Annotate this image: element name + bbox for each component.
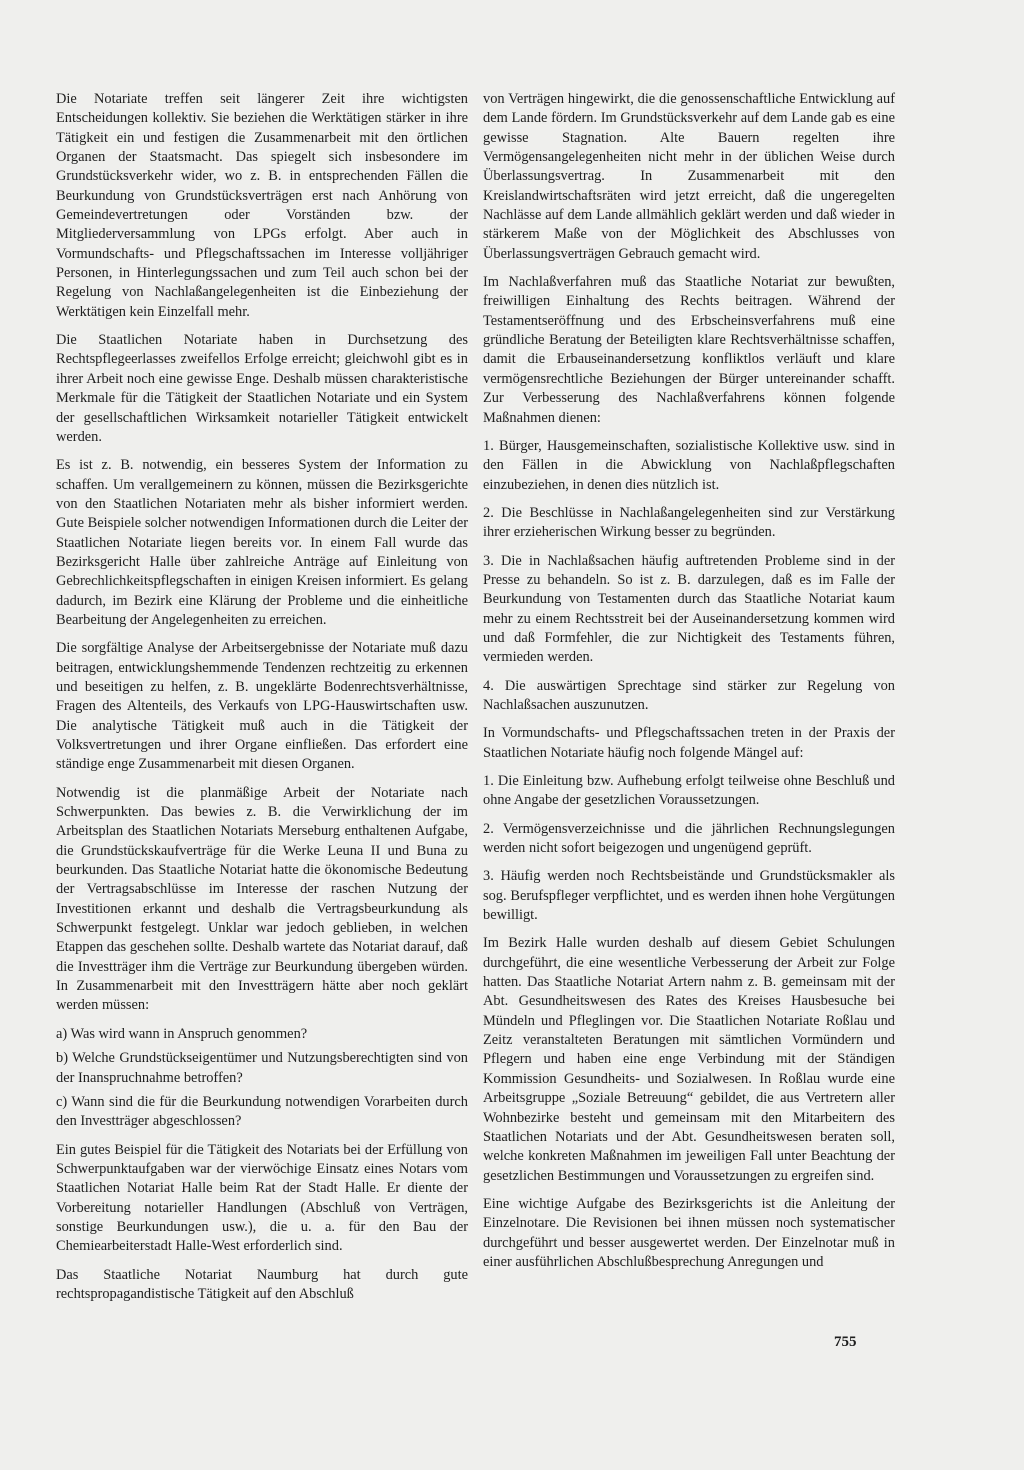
- paragraph: Die Notariate treffen seit längerer Zeit ihre wichtigsten Entscheidungen kollektiv. Sie beziehen die Werktätigen stärker in ihre Tätigkeit ein und festigen die Zusammenarbeit mit den örtlichen Organen der Staatsmacht. Das spiegelt sich insbesondere im Grundstücksverkehr wider, wo z. B. in entsprechenden Fällen die Beurkundung von Grundstücksverträgen erst nach Anhörung von Gemeindevertretungen oder Vorständen bzw. der Mitgliederversammlung von LPGs erfolgt. Aber auch in Vormundschafts- und Pflegschaftssachen im Interesse volljähriger Personen, in Hinterlegungssachen und zum Teil auch schon bei der Regelung von Nachlaßangelegenheiten ist die Einbeziehung der Werktätigen kein Einzelfall mehr.: [56, 91, 468, 320]
- page-number: 755: [834, 1334, 857, 1350]
- list-item: a) Was wird wann in Anspruch genommen?: [56, 1025, 308, 1042]
- list-item: 1. Bürger, Hausgemeinschaften, sozialistische Kollektive usw. sind in den Fällen in die Abwicklung von Nachlaßpflegschaften einzubeziehen, in denen dies nützlich ist.: [483, 437, 895, 493]
- right-column: [483, 90, 895, 1281]
- list-item: 1. Die Einleitung bzw. Aufhebung erfolgt teilweise ohne Beschluß und ohne Angabe der gesetzlichen Voraussetzungen.: [483, 773, 895, 809]
- paragraph: In Vormundschafts- und Pflegschaftssachen treten in der Praxis der Staatlichen Notariate häufig noch folgende Mängel auf:: [483, 725, 895, 761]
- list-item: 2. Vermögensverzeichnisse und die jährlichen Rechnungslegungen werden nicht sofort beigezogen und ungenügend geprüft.: [483, 820, 895, 857]
- paragraph: Notwendig ist die planmäßige Arbeit der Notariate nach Schwerpunkten. Das bewies z. B. die Verwirklichung der im Arbeitsplan des Staatlichen Notariats Merseburg enthaltenen Aufgabe, die Grundstückskaufverträge für die Werke Leuna II und Buna zu beurkunden. Das Staatliche Notariat hatte die ökonomische Bedeutung der Vertragsabschlüsse im Interesse der raschen Nutzung der Investitionen erkannt und deshalb die Vertragsbeurkundung als Schwerpunkt festgelegt. Unklar war jedoch geblieben, in welchen Etappen das geschehen sollte. Deshalb wartete das Notariat darauf, daß die Investträger ihm die Verträge zur Beurkundung übergeben würden. In Zusammenarbeit mit den Investträgern hätte aber noch geklärt werden müssen:: [56, 784, 468, 1014]
- paragraph: Im Nachlaßverfahren muß das Staatliche Notariat zur bewußten, freiwilligen Einhaltung des Rechts beitragen. Während der Testamentseröffnung und des Erbscheinsverfahrens muß eine gründliche Beratung der Beteiligten klare Rechtsverhältnisse schaffen, damit die Erbauseinandersetzung konfliktlos verläuft und klare vermögensrechtliche Beziehungen der Bürger untereinander schafft. Zur Verbesserung des Nachlaßverfahrens können folgende Maßnahmen dienen:: [483, 274, 895, 426]
- paragraph: Es ist z. B. notwendig, ein besseres System der Information zu schaffen. Um verallgemeinern zu können, müssen die Bezirksgerichte von den Staatlichen Notariaten mehr als bisher informiert werden. Gute Beispiele solcher notwendigen Informationen durch die Leiter der Staatlichen Notariate liegen bereits vor. In einem Fall wurde das Bezirksgericht Halle über zahlreiche Anträge auf Einleitung von Gebrechlichkeitspflegschaften in einigen Kreisen informiert. Es gelang dadurch, im Bezirk eine Klärung der Probleme und die einheitliche Bearbeitung der Angelegenheiten zu erreichen.: [56, 457, 468, 628]
- paragraph: Die sorgfältige Analyse der Arbeitsergebnisse der Notariate muß dazu beitragen, entwicklungshemmende Tendenzen rechtzeitig zu erkennen und beseitigen zu helfen, z. B. ungeklärte Bodenrechtsverhältnisse, Fragen des Altenteils, des Verkaufs von LPG-Hauswirtschaften usw. Die analytische Tätigkeit muß auch in die Tätigkeit der Volksvertretungen und ihrer Organe einfließen. Das erfordert eine ständige enge Zusammenarbeit mit diesen Organen.: [56, 640, 468, 773]
- list-item: b) Welche Grundstückseigentümer und Nutzungsberechtigten sind von der Inanspruchnahme betroffen?: [56, 1050, 468, 1086]
- paragraph: Eine wichtige Aufgabe des Bezirksgerichts ist die Anleitung der Einzelnotare. Die Revisionen bei ihnen müssen noch systematischer durchgeführt und besser ausgewertet werden. Der Einzelnotar muß in einer ausführlichen Abschlußbesprechung Anregungen und: [483, 1195, 895, 1270]
- paragraph: Ein gutes Beispiel für die Tätigkeit des Notariats bei der Erfüllung von Schwerpunktaufgaben war der vierwöchige Einsatz eines Notars vom Staatlichen Notariat Halle beim Rat der Stadt Halle. Er diente der Vorbereitung notarieller Handlungen (Abschluß von Verträgen, sonstige Beurkundungen usw.), die u. a. für den Bau der Chemiearbeiterstadt Halle-West erforderlich sind.: [56, 1141, 468, 1255]
- list-item: 3. Die in Nachlaßsachen häufig auftretenden Probleme sind in der Presse zu behandeln. So ist z. B. darzulegen, daß es im Falle der Beurkundung von Testamenten durch das Staatliche Notariat kaum mehr zu einem Rechtsstreit bei der Auseinandersetzung kommen wird und daß Formfehler, die zur Nichtigkeit des Testaments führen, vermieden werden.: [483, 552, 895, 666]
- paragraph: Die Staatlichen Notariate haben in Durchsetzung des Rechtspflegeerlasses zweifellos Erfolge erreicht; gleichwohl gibt es in ihrer Arbeit noch eine gewisse Enge. Deshalb müssen charakteristische Merkmale für die Tätigkeit der Staatlichen Notariate und ein System der gesellschaftlichen Wirksamkeit notarieller Tätigkeit entwickelt werden.: [56, 332, 468, 445]
- list-item: 4. Die auswärtigen Sprechtage sind stärker zur Regelung von Nachlaßsachen auszunutzen.: [483, 677, 895, 713]
- paragraph: von Verträgen hingewirkt, die die genossenschaftliche Entwicklung auf dem Lande fördern. Im Grundstücksverkehr auf dem Lande gab es eine gewisse Stagnation. Alte Bauern regelten ihre Vermögensangelegenheiten nicht mehr in der üblichen Weise durch Überlassungsvertrag. In Zusammenarbeit mit den Kreislandwirtschaftsräten wird jetzt erreicht, daß die ungeregelten Nachlässe auf dem Lande allmählich geklärt werden und daß wieder in stärkerem Maße von der Möglichkeit des Abschlusses von Überlassungsverträgen Gebrauch gemacht wird.: [483, 91, 895, 262]
- list-item: c) Wann sind die für die Beurkundung notwendigen Vorarbeiten durch den Investträger abgeschlossen?: [56, 1093, 468, 1130]
- paragraph: Das Staatliche Notariat Naumburg hat durch gute rechtspropagandistische Tätigkeit auf den Abschluß: [56, 1266, 468, 1302]
- list-item: 3. Häufig werden noch Rechtsbeistände und Grundstücksmakler als sog. Berufspfleger verpflichtet, und es werden ihnen hohe Vergütungen bewilligt.: [483, 868, 895, 924]
- left-column: [56, 90, 468, 1313]
- list-item: 2. Die Beschlüsse in Nachlaßangelegenheiten sind zur Verstärkung ihrer erzieherischen Wirkung besser zu begründen.: [483, 504, 895, 541]
- paragraph: Im Bezirk Halle wurden deshalb auf diesem Gebiet Schulungen durchgeführt, die eine wesentliche Verbesserung der Arbeit zur Folge hatten. Das Staatliche Notariat Artern nahm z. B. gemeinsam mit der Abt. Gesundheitswesen des Rates des Kreises Hausbesuche bei Mündeln und Pfleglingen vor. Die Staatlichen Notariate Roßlau und Zeitz veranstalteten Beratungen mit sämtlichen Vormündern und Pflegern und haben eine enge Verbindung mit der Ständigen Kommission Gesundheits- und Sozialwesen. In Roßlau wurde eine Arbeitsgruppe „Soziale Betreuung“ gebildet, die aus Vertretern aller Wohnbezirke besteht und gemeinsam mit den Mitarbeitern des Staatlichen Notariats und der Abt. Gesundheitswesen beraten soll, welche konkreten Maßnahmen im jeweiligen Fall unter Beachtung der gesetzlichen Bestimmungen und Voraussetzungen zu ergreifen sind.: [483, 935, 895, 1184]
